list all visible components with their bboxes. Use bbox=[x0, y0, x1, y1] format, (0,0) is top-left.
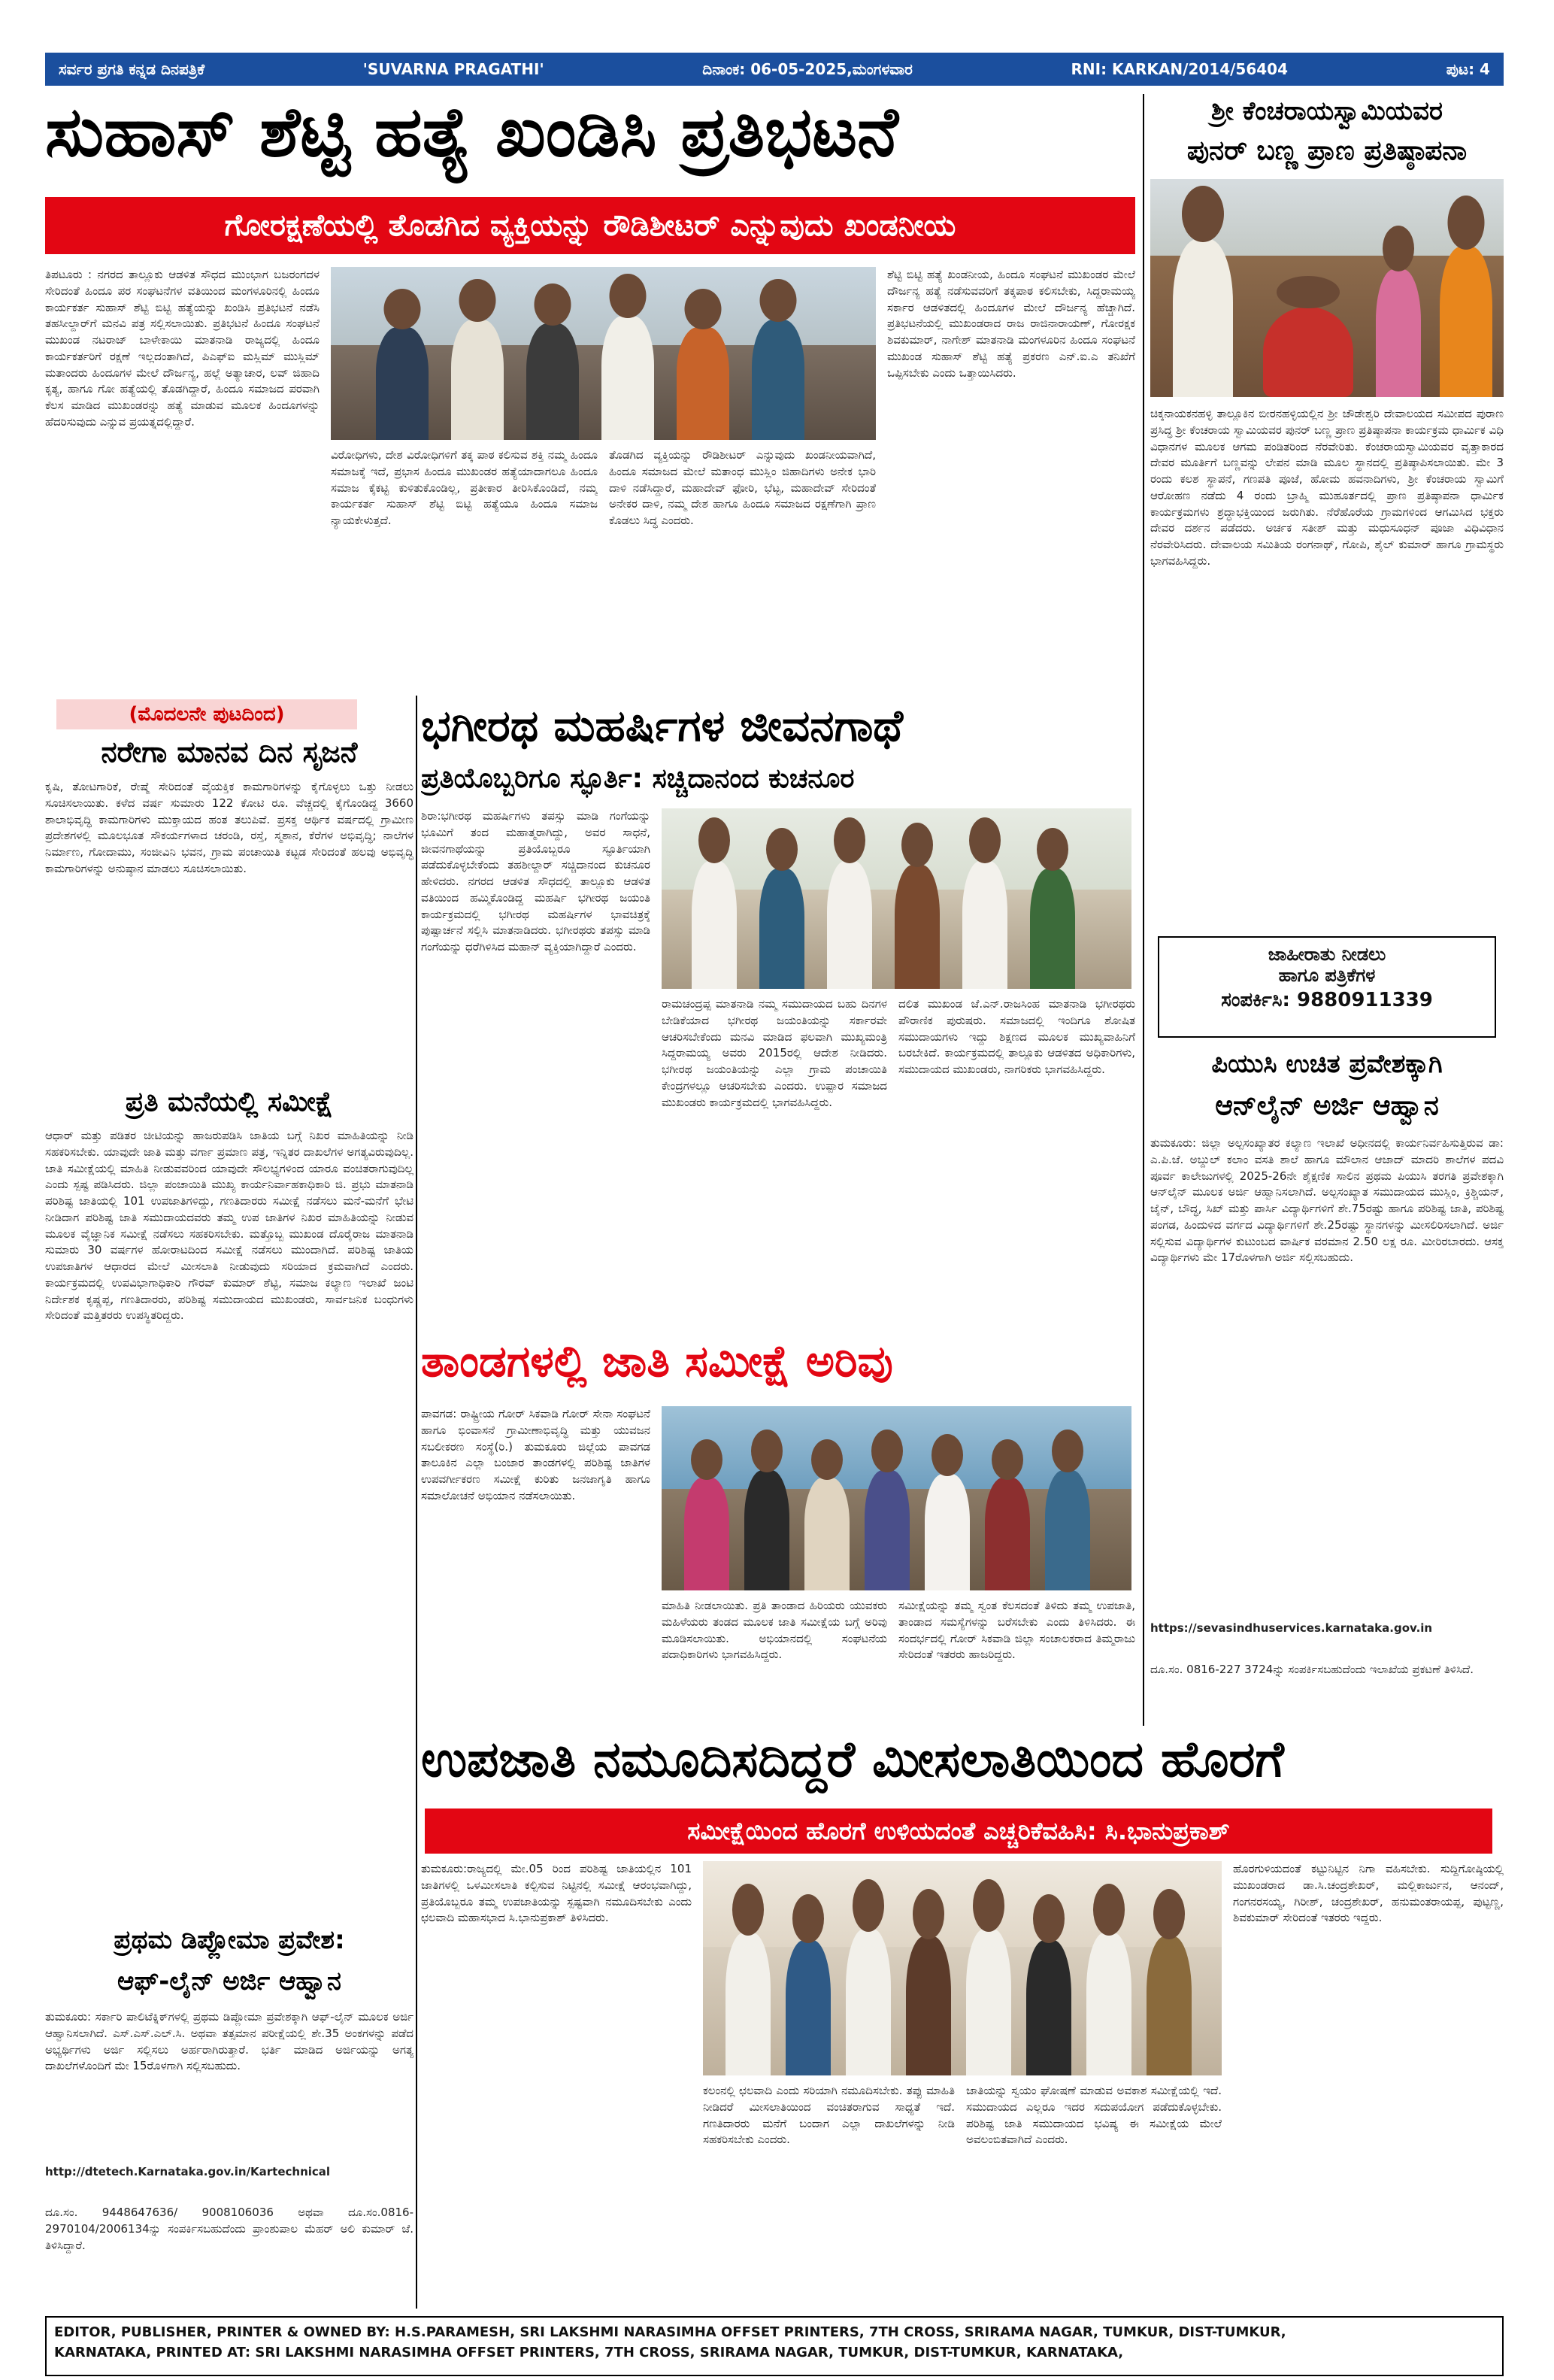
story1-column-3: ತೊಡಗಿದ ವ್ಯಕ್ತಿಯನ್ನು ರೌಡಿಶೀಟರ್ ಎನ್ನುವುದು ಖಂಡನೀಯವಾಗಿದೆ, ಹಿಂದೂ ಸಮಾಜದ ಮೇಲೆ ಮತಾಂಧ ಮುಸ್ಲಿಂ ಜಿಹಾದಿಗಳು ಅನೇಕ ಭಾರಿ ದಾಳಿ ನಡೆಸಿದ್ದಾರೆ, ಮಹಾದೇವ್ ಫೋರಿ, ಭೆಟ್ಟ, ಮಹಾದೇವ್ ಸೇರಿದಂತೆ ಅನೇಕರ ದಾಳಿ, ನಮ್ಮ ದೇಶ ಹಾಗೂ ಹಿಂದೂ ಸಮಾಜದ ರಕ್ಷಣೆಗಾಗಿ ಪ್ರಾಣ ಕೊಡಲು ಸಿದ್ಧ ಎಂದರು. bbox=[609, 448, 876, 527]
ad-line-2: ಹಾಗೂ ಪತ್ರಿಕೆಗಳ bbox=[1278, 965, 1376, 986]
story3-headline-top: ಪಿಯುಸಿ ಉಚಿತ ಪ್ರವೇಶಕ್ಕಾಗಿ bbox=[1211, 1049, 1443, 1079]
story7-column-2: ರಾಮಚಂದ್ರಪ್ಪ ಮಾತನಾಡಿ ನಮ್ಮ ಸಮುದಾಯದ ಬಹು ದಿನಗಳ ಬೇಡಿಕೆಯಾದ ಭಗೀರಥ ಜಯಂತಿಯನ್ನು ಸರ್ಕಾರವೇ ಆಚರಿಸಬೇಕೆಂದು ಮನವಿ ಮಾಡಿದ ಫಲವಾಗಿ ಮುಖ್ಯಮಂತ್ರಿ ಸಿದ್ದರಾಮಯ್ಯ ಅವರು 2015ರಲ್ಲಿ ಆದೇಶ ನೀಡಿದರು. ಭಗೀರಥ ಜಯಂತಿಯನ್ನು ಎಲ್ಲಾ ಗ್ರಾಮ ಪಂಚಾಯಿತಿ ಕೇಂದ್ರಗಳಲ್ಲೂ ಆಚರಿಸಬೇಕು ಎಂದರು. ಉಪ್ಪಾರ ಸಮಾಜದ ಮುಖಂಡರು ಕಾರ್ಯಕ್ರಮದಲ್ಲಿ ಭಾಗವಹಿಸಿದ್ದರು. bbox=[662, 997, 887, 1109]
story6-headline-bottom: ಆಫ್-ಲೈನ್ ಅರ್ಜಿ ಆಹ್ವಾನ bbox=[117, 1966, 341, 1996]
story6-headline-top: ಪ್ರಥಮ ಡಿಪ್ಲೋಮಾ ಪ್ರವೇಶ: bbox=[114, 1925, 345, 1955]
story9-headline: ಉಪಜಾತಿ ನಮೂದಿಸದಿದ್ದರೆ ಮೀಸಲಾತಿಯಿಂದ ಹೊರಗೆ bbox=[421, 1733, 1284, 1788]
story8-column-3: ಸಮೀಕ್ಷೆಯನ್ನು ತಮ್ಮ ಸ್ವಂತ ಕೆಲಸದಂತೆ ತಿಳಿದು ತಮ್ಮ ಉಪಜಾತಿ, ತಾಂಡಾದ ಸಮಸ್ಯೆಗಳನ್ನು ಬರೆಸಬೇಕು ಎಂದು ತಿಳಿಸಿದರು. ಈ ಸಂದರ್ಭದಲ್ಲಿ ಗೋರ್ ಸಿಕವಾಡಿ ಜಿಲ್ಲಾ ಸಂಚಾಲಕರಾದ ತಿಮ್ಮರಾಜು ಸೇರಿದಂತೆ ಇತರರು ಹಾಜರಿದ್ದರು. bbox=[898, 1599, 1135, 1662]
story3-headline-bottom: ಆನ್‌ಲೈನ್ ಅರ್ಜಿ ಆಹ್ವಾನ bbox=[1215, 1090, 1439, 1121]
story7-headline: ಭಗೀರಥ ಮಹರ್ಷಿಗಳ ಜೀವನಗಾಥೆ bbox=[421, 703, 904, 751]
story6-body: ತುಮಕೂರು: ಸರ್ಕಾರಿ ಪಾಲಿಟೆಕ್ನಿಕ್‌ಗಳಲ್ಲಿ ಪ್ರಥಮ ಡಿಪ್ಲೋಮಾ ಪ್ರವೇಶಕ್ಕಾಗಿ ಆಫ್-ಲೈನ್ ಮೂಲಕ ಅರ್ಜಿ ಆಹ್ವಾನಿಸಲಾಗಿದೆ. ಎಸ್.ಎಸ್.ಎಲ್.ಸಿ. ಅಥವಾ ತತ್ಸಮಾನ ಪರೀಕ್ಷೆಯಲ್ಲಿ ಶೇ.35 ಅಂಕಗಳನ್ನು ಪಡೆದ ಅಭ್ಯರ್ಥಿಗಳು ಅರ್ಜಿ ಸಲ್ಲಿಸಲು ಅರ್ಹರಾಗಿರುತ್ತಾರೆ. ಭರ್ತಿ ಮಾಡಿದ ಅರ್ಜಿಯನ್ನು ಅಗತ್ಯ ದಾಖಲೆಗಳೊಂದಿಗೆ ಮೇ 15ರೊಳಗಾಗಿ ಸಲ್ಲಿಸಬಹುದು. bbox=[45, 2010, 413, 2073]
story9-column-3: ಜಾತಿಯನ್ನು ಸ್ವಯಂ ಘೋಷಣೆ ಮಾಡುವ ಅವಕಾಶ ಸಮೀಕ್ಷೆಯಲ್ಲಿ ಇದೆ. ಸಮುದಾಯದ ಎಲ್ಲರೂ ಇದರ ಸದುಪಯೋಗ ಪಡೆದುಕೊಳ್ಳಬೇಕು. ಪರಿಶಿಷ್ಟ ಜಾತಿ ಸಮುದಾಯದ ಭವಿಷ್ಯ ಈ ಸಮೀಕ್ಷೆಯ ಮೇಲೆ ಅವಲಂಬಿತವಾಗಿದೆ ಎಂದರು. bbox=[966, 2084, 1222, 2147]
story1-column-1: ತಿಪಟೂರು : ನಗರದ ತಾಲ್ಲೂಕು ಆಡಳಿತ ಸೌಧದ ಮುಂಭಾಗ ಬಜರಂಗದಳ ಸೇರಿದಂತೆ ಹಿಂದೂ ಪರ ಸಂಘಟನೆಗಳ ವತಿಯಿಂದ ಮಂಗಳೂರಿನಲ್ಲಿ ಹಿಂದೂ ಕಾರ್ಯಕರ್ತ ಸುಹಾಸ್ ಶೆಟ್ಟಿ ಬಿಟ್ಟಿ ಹತ್ಯೆಯನ್ನು ಖಂಡಿಸಿ ಪ್ರತಿಭಟನೆ ನಡೆಸಿ ತಹಸೀಲ್ದಾರ್‌ಗೆ ಮನವಿ ಪತ್ರ ಸಲ್ಲಿಸಲಾಯಿತು. ಪ್ರತಿಭಟನೆ ಹಿಂದೂ ಸಂಘಟನೆ ಮುಖಂಡ ನಟರಾಜ್ ಬಾಳೇಕಾಯಿ ಮಾತನಾಡಿ ರಾಜ್ಯದಲ್ಲಿ ಹಿಂದೂ ಕಾರ್ಯಕರ್ತರಿಗೆ ರಕ್ಷಣೆ ಇಲ್ಲದಂತಾಗಿದೆ, ಪಿಎಫ್ಐ ಮಸ್ಲಿಮ್ ಮುಸ್ಲಿಮ್ ಮತಾಂದರು ಹಿಂದೂಗಳ ಮೇಲೆ ದೌರ್ಜನ್ಯ, ಹಲ್ಲೆ ಅತ್ಯಾಚಾರ, ಲವ್ ಜಿಹಾದಿ ಕೃತ್ಯ, ಹಾಗೂ ಗೋ ಹತ್ಯೆಯಲ್ಲಿ ತೊಡಗಿದ್ದಾರೆ, ಹಿಂದೂ ಸಮಾಜದ ಪರವಾಗಿ ಕೆಲಸ ಮಾಡಿದ ಮುಖಂಡರನ್ನು ಹತ್ಯೆ ಮಾಡುವ ಮೂಲಕ ಹಿಂದೂಗಳನ್ನು ಹೆದರಿಸುವುದು ಎನ್ನುವ ಪ್ರಯತ್ನದಲ್ಲಿದ್ದಾರೆ. bbox=[45, 268, 320, 429]
story6-contact: ದೂ.ಸಂ. 9448647636/ 9008106036 ಅಥವಾ ದೂ.ಸಂ.0816-2970104/2006134ನ್ನು ಸಂಪರ್ಕಿಸಬಹುದೆಂದು ಪ್ರಾಂಶುಪಾಲ ಮೆಹರ್ ಅಲಿ ಕುಮಾರ್ ಜೆ. ತಿಳಿಸಿದ್ದಾರೆ. bbox=[45, 2206, 413, 2252]
story4-headline: ನರೇಗಾ ಮಾನವ ದಿನ ಸೃಜನೆ bbox=[101, 735, 358, 769]
column-divider bbox=[416, 696, 417, 2309]
story4-body: ಕೃಷಿ, ತೋಟಗಾರಿಕೆ, ರೇಷ್ಮೆ ಸೇರಿದಂತೆ ವೈಯಕ್ತಿಕ ಕಾಮಗಾರಿಗಳನ್ನು ಕೈಗೊಳ್ಳಲು ಒತ್ತು ನೀಡಲು ಸೂಚಿಸಲಾಯಿತು. ಕಳೆದ ವರ್ಷ ಸುಮಾರು 122 ಕೋಟಿ ರೂ. ವೆಚ್ಚದಲ್ಲಿ ಕೈಗೊಂಡಿದ್ದ 3660 ಶಾಲಾಭಿವೃದ್ಧಿ ಕಾಮಗಾರಿಗಳು ಮುಕ್ತಾಯದ ಹಂತ ತಲುಪಿವೆ. ಪ್ರಸಕ್ತ ಆರ್ಥಿಕ ವರ್ಷದಲ್ಲಿ ಗ್ರಾಮೀಣ ಪ್ರದೇಶಗಳಲ್ಲಿ ಮೂಲಭೂತ ಸೌಕರ್ಯಗಳಾದ ಚರಂಡಿ, ರಸ್ತೆ, ಸ್ಮಶಾನ, ಕೆರೆಗಳ ಅಭಿವೃದ್ಧಿ; ನಾಲೆಗಳ ನಿರ್ಮಾಣ, ಗೋದಾಮು, ಸಂಜೀವಿನಿ ಭವನ, ಗ್ರಾಮ ಪಂಚಾಯಿತಿ ಕಟ್ಟಡ ಸೇರಿದಂತೆ ಹಲವು ಅಭಿವೃದ್ಧಿ ಕಾಮಗಾರಿಗಳನ್ನು ಅನುಷ್ಠಾನ ಮಾಡಲು ಸೂಚಿಸಲಾಯಿತು. bbox=[45, 780, 413, 875]
story9-subhead: ಸಮೀಕ್ಷೆಯಿಂದ ಹೊರಗೆ ಉಳಿಯದಂತೆ ಎಚ್ಚರಿಕೆವಹಿಸಿ: ಸಿ.ಭಾನುಪ್ರಕಾಶ್ bbox=[425, 1808, 1492, 1854]
masthead-rni: RNI: KARKAN/2014/56404 bbox=[1071, 60, 1289, 78]
story3-body: ತುಮಕೂರು: ಜಿಲ್ಲಾ ಅಲ್ಪಸಂಖ್ಯಾತರ ಕಲ್ಯಾಣ ಇಲಾಖೆ ಅಧೀನದಲ್ಲಿ ಕಾರ್ಯನಿರ್ವಹಿಸುತ್ತಿರುವ ಡಾ: ಎ.ಪಿ.ಜೆ. ಅಬ್ದುಲ್ ಕಲಾಂ ವಸತಿ ಶಾಲೆ ಹಾಗೂ ಮೌಲಾನ ಆಜಾದ್ ಮಾದರಿ ಶಾಲೆಗಳ ಪದವಿ ಪೂರ್ವ ಕಾಲೇಜುಗಳಲ್ಲಿ 2025-26ನೇ ಶೈಕ್ಷಣಿಕ ಸಾಲಿನ ಪ್ರಥಮ ಪಿಯುಸಿ ತರಗತಿ ಪ್ರವೇಶಕ್ಕಾಗಿ ಆನ್‌ಲೈನ್ ಮೂಲಕ ಅರ್ಜಿ ಆಹ್ವಾನಿಸಲಾಗಿದೆ. ಅಲ್ಪಸಂಖ್ಯಾತ ಸಮುದಾಯದ ಮುಸ್ಲಿಂ, ಕ್ರಿಶ್ಚಿಯನ್, ಜೈನ್, ಬೌದ್ಧ, ಸಿಖ್ ಮತ್ತು ಪಾರ್ಸಿ ವಿದ್ಯಾರ್ಥಿಗಳಿಗೆ ಶೇ.75ರಷ್ಟು ಹಾಗೂ ಪರಿಶಿಷ್ಟ ಜಾತಿ, ಪರಿಶಿಷ್ಟ ಪಂಗಡ, ಹಿಂದುಳಿದ ವರ್ಗದ ವಿದ್ಯಾರ್ಥಿಗಳಿಗೆ ಶೇ.25ರಷ್ಟು ಸ್ಥಾನಗಳನ್ನು ಮೀಸಲಿರಿಸಲಾಗಿದೆ. ಅರ್ಜಿ ಸಲ್ಲಿಸುವ ವಿದ್ಯಾರ್ಥಿಗಳ ಕುಟುಂಬದ ವಾರ್ಷಿಕ ವರಮಾನ 2.50 ಲಕ್ಷ ರೂ. ಮೀರಿರಬಾರದು. ಆಸಕ್ತ ವಿದ್ಯಾರ್ಥಿಗಳು ಮೇ 17ರೊಳಗಾಗಿ ಅರ್ಜಿ ಸಲ್ಲಿಸಬಹುದು. bbox=[1150, 1136, 1504, 1265]
story9-column-1: ತುಮಕೂರು:ರಾಜ್ಯದಲ್ಲಿ ಮೇ.05 ರಿಂದ ಪರಿಶಿಷ್ಟ ಜಾತಿಯಲ್ಲಿನ 101 ಜಾತಿಗಳಲ್ಲಿ ಒಳಮೀಸಲಾತಿ ಕಲ್ಪಿಸುವ ನಿಟ್ಟಿನಲ್ಲಿ ಸಮೀಕ್ಷೆ ಆರಂಭವಾಗಿದ್ದು, ಪ್ರತಿಯೊಬ್ಬರೂ ತಮ್ಮ ಉಪಜಾತಿಯನ್ನು ಸ್ಪಷ್ಟವಾಗಿ ನಮೂದಿಸಬೇಕು ಎಂದು ಛಲವಾದಿ ಮಹಾಸಭಾದ ಸಿ.ಭಾನುಪ್ರಕಾಶ್ ತಿಳಿಸಿದರು. bbox=[421, 1862, 692, 1925]
story9-photo-press-meet bbox=[703, 1861, 1222, 2075]
masthead-paper-name: 'SUVARNA PRAGATHI' bbox=[362, 60, 544, 78]
ad-contact: ಸಂಪರ್ಕಿಸಿ: 9880911339 bbox=[1221, 989, 1433, 1011]
story9-column-4: ಹೊರಗುಳಿಯದಂತೆ ಕಟ್ಟುನಿಟ್ಟಿನ ನಿಗಾ ವಹಿಸಬೇಕು. ಸುದ್ದಿಗೋಷ್ಠಿಯಲ್ಲಿ ಮುಖಂಡರಾದ ಡಾ.ಸಿ.ಚಂದ್ರಶೇಖರ್, ಮಲ್ಲಿಕಾರ್ಜುನ, ಆನಂದ್, ಗಂಗನರಸಯ್ಯ, ಗಿರೀಶ್, ಚಂದ್ರಶೇಖರ್, ಹನುಮಂತರಾಯಪ್ಪ, ಪುಟ್ಟಣ್ಣ, ಶಿವಕುಮಾರ್ ಸೇರಿದಂತೆ ಇತರರು ಇದ್ದರು. bbox=[1233, 1862, 1504, 1925]
masthead-page-number: ಪುಟ: 4 bbox=[1446, 60, 1490, 78]
story7-column-3: ದಲಿತ ಮುಖಂಡ ಜೆ.ಎನ್.ರಾಜಸಿಂಹ ಮಾತನಾಡಿ ಭಗೀರಥರು ಪೌರಾಣಿಕ ಪುರುಷರು. ಸಮಾಜದಲ್ಲಿ ಇಂದಿಗೂ ಶೋಷಿತ ಸಮುದಾಯಗಳು ಇದ್ದು ಶಿಕ್ಷಣದ ಮೂಲಕ ಮುಖ್ಯವಾಹಿನಿಗೆ ಬರಬೇಕಿದೆ. ಕಾರ್ಯಕ್ರಮದಲ್ಲಿ ತಾಲ್ಲೂಕು ಆಡಳಿತದ ಅಧಿಕಾರಿಗಳು, ಸಮುದಾಯದ ಮುಖಂಡರು, ನಾಗರಿಕರು ಭಾಗವಹಿಸಿದ್ದರು. bbox=[898, 997, 1135, 1076]
story8-column-2: ಮಾಹಿತಿ ನೀಡಲಾಯಿತು. ಪ್ರತಿ ತಾಂಡಾದ ಹಿರಿಯರು ಯುವಕರು ಮಹಿಳೆಯರು ತಂಡದ ಮೂಲಕ ಜಾತಿ ಸಮೀಕ್ಷೆಯ ಬಗ್ಗೆ ಅರಿವು ಮೂಡಿಸಲಾಯಿತು. ಅಭಿಯಾನದಲ್ಲಿ ಸಂಘಟನೆಯ ಪದಾಧಿಕಾರಿಗಳು ಭಾಗವಹಿಸಿದ್ದರು. bbox=[662, 1599, 887, 1662]
story2-photo-temple bbox=[1150, 179, 1504, 397]
story3-contact: ದೂ.ಸಂ. 0816-227 3724ನ್ನು ಸಂಪರ್ಕಿಸಬಹುದೆಂದು ಇಲಾಖೆಯ ಪ್ರಕಟಣೆ ತಿಳಿಸಿದೆ. bbox=[1150, 1663, 1474, 1676]
story2-headline-top: ಶ್ರೀ ಕೆಂಚರಾಯಸ್ವಾಮಿಯವರ bbox=[1211, 96, 1443, 126]
story4-continued-tag: (ಮೊದಲನೇ ಪುಟದಿಂದ) bbox=[56, 699, 357, 729]
story1-headline: ಸುಹಾಸ್ ಶೆಟ್ಟಿ ಹತ್ಯೆ ಖಂಡಿಸಿ ಪ್ರತಿಭಟನೆ bbox=[45, 96, 898, 172]
story8-column-1: ಪಾವಗಡ: ರಾಷ್ಟ್ರೀಯ ಗೋರ್ ಸಿಕವಾಡಿ ಗೋರ್ ಸೇನಾ ಸಂಘಟನೆ ಹಾಗೂ ಭಿಂವಾಸನೆ ಗ್ರಾಮೀಣಾಭಿವೃದ್ಧಿ ಮತ್ತು ಯುವಜನ ಸಬಲೀಕರಣ ಸಂಸ್ಥೆ(ರಿ.) ತುಮಕೂರು ಜಿಲ್ಲೆಯ ಪಾವಗಡ ತಾಲೂಕಿನ ಎಲ್ಲಾ ಬಂಜಾರ ತಾಂಡಗಳಲ್ಲಿ ಪರಿಶಿಷ್ಟ ಜಾತಿಗಳ ಉಪವರ್ಗೀಕರಣ ಸಮೀಕ್ಷೆ ಕುರಿತು ಜನಜಾಗೃತಿ ಹಾಗೂ ಸಮಾಲೋಚನೆ ಅಭಿಯಾನ ನಡೆಸಲಾಯಿತು. bbox=[421, 1407, 650, 1502]
imprint-line-2: KARNATAKA, PRINTED AT: SRI LAKSHMI NARASIMHA OFFSET PRINTERS, 7TH CROSS, SRIRAMA NAGAR, TUMKUR, DIST-TUMKUR, KARNATAKA, bbox=[54, 2345, 1124, 2360]
story9-column-2: ಕಲಂನಲ್ಲಿ ಛಲವಾದಿ ಎಂದು ಸರಿಯಾಗಿ ನಮೂದಿಸಬೇಕು. ತಪ್ಪು ಮಾಹಿತಿ ನೀಡಿದರೆ ಮೀಸಲಾತಿಯಿಂದ ವಂಚಿತರಾಗುವ ಸಾಧ್ಯತೆ ಇದೆ. ಗಣತಿದಾರರು ಮನೆಗೆ ಬಂದಾಗ ಎಲ್ಲಾ ದಾಖಲೆಗಳನ್ನು ನೀಡಿ ಸಹಕರಿಸಬೇಕು ಎಂದರು. bbox=[703, 2084, 955, 2147]
story5-headline: ಪ್ರತಿ ಮನೆಯಲ್ಲಿ ಸಮೀಕ್ಷೆ bbox=[125, 1087, 334, 1117]
masthead-tagline: ಸರ್ವರ ಪ್ರಗತಿ ಕನ್ನಡ ದಿನಪತ್ರಿಕೆ bbox=[59, 60, 205, 78]
story1-subhead: ಗೋರಕ್ಷಣೆಯಲ್ಲಿ ತೊಡಗಿದ ವ್ಯಕ್ತಿಯನ್ನು ರೌಡಿಶೀಟರ್ ಎನ್ನುವುದು ಖಂಡನೀಯ bbox=[45, 197, 1135, 254]
column-divider bbox=[1143, 94, 1144, 1726]
advertisement-box bbox=[1158, 936, 1496, 1038]
story7-subhead: ಪ್ರತಿಯೊಬ್ಬರಿಗೂ ಸ್ಫೂರ್ತಿ: ಸಚ್ಚಿದಾನಂದ ಕುಚನೂರ bbox=[421, 763, 855, 794]
imprint-footer bbox=[45, 2316, 1504, 2376]
story7-photo-ceremony bbox=[662, 808, 1131, 989]
story8-headline: ತಾಂಡಗಳಲ್ಲಿ ಜಾತಿ ಸಮೀಕ್ಷೆ ಅರಿವು bbox=[421, 1339, 893, 1387]
story5-body: ಆಧಾರ್ ಮತ್ತು ಪಡಿತರ ಚೀಟಿಯನ್ನು ಹಾಜರುಪಡಿಸಿ ಜಾತಿಯ ಬಗ್ಗೆ ನಿಖರ ಮಾಹಿತಿಯನ್ನು ನೀಡಿ ಸಹಕರಿಸಬೇಕು. ಯಾವುದೇ ಜಾತಿ ಮತ್ತು ವರ್ಗಾ ಪ್ರಮಾಣ ಪತ್ರ, ಇನ್ನಿತರ ದಾಖಲೆಗಳ ಅಗತ್ಯವಿರುವುದಿಲ್ಲ. ಜಾತಿ ಸಮೀಕ್ಷೆಯಲ್ಲಿ ಮಾಹಿತಿ ನೀಡುವವರಿಂದ ಯಾವುದೇ ಸೌಲಭ್ಯಗಳಿಂದ ಯಾರೂ ವಂಚಿತರಾಗುವುದಿಲ್ಲ ಎಂದು ಸ್ಪಷ್ಟ ಪಡಿಸಿದರು. ಜಿಲ್ಲಾ ಪಂಚಾಯಿತಿ ಮುಖ್ಯ ಕಾರ್ಯನಿರ್ವಾಹಕಾಧಿಕಾರಿ ಜಿ. ಪ್ರಭು ಮಾತನಾಡಿ ಪರಿಶಿಷ್ಟ ಜಾತಿಯಲ್ಲಿ 101 ಉಪಜಾತಿಗಳಿದ್ದು, ಗಣತಿದಾರರು ಸಮೀಕ್ಷೆ ನಡೆಸಲು ಮನೆ-ಮನೆಗೆ ಭೇಟಿ ನೀಡಿದಾಗ ಪರಿಶಿಷ್ಟ ಜಾತಿ ಸಮುದಾಯದವರು ತಮ್ಮ ಉಪ ಜಾತಿಗಳ ನಿಖರ ಮಾಹಿತಿಯನ್ನು ನೀಡುವ ಮೂಲಕ ವೈಜ್ಞಾನಿಕ ಸಮೀಕ್ಷೆ ನಡೆಸಲು ಸಹಕರಿಸಬೇಕು. ಮತ್ತೊಬ್ಬ ಮುಖಂಡ ದೊರೈರಾಜ ಮಾತನಾಡಿ ಸುಮಾರು 30 ವರ್ಷಗಳ ಹೋರಾಟದಿಂದ ಸಮೀಕ್ಷೆ ನಡೆಸಲು ಮುಂದಾಗಿದೆ. ಪರಿಶಿಷ್ಟ ಜಾತಿಯ ಉಪಜಾತಿಗಳ ಆಧಾರದ ಮೇಲೆ ಮೀಸಲಾತಿ ನೀಡುವುದು ಸರಿಯಾದ ಕ್ರಮವಾಗಿದೆ ಎಂದರು. ಕಾರ್ಯಕ್ರಮದಲ್ಲಿ ಉಪವಿಭಾಗಾಧಿಕಾರಿ ಗೌರವ್ ಕುಮಾರ್ ಶೆಟ್ಟಿ, ಸಮಾಜ ಕಲ್ಯಾಣ ಇಲಾಖೆ ಜಂಟಿ ನಿರ್ದೇಶಕ ಕೃಷ್ಣಪ್ಪ, ಗಣತಿದಾರರು, ಪರಿಶಿಷ್ಟ ಸಮುದಾಯದ ಮುಖಂಡರು, ಸಾರ್ವಜನಿಕ ಬಂಧುಗಳು ಸೇರಿದಂತೆ ಮತ್ತಿತರರು ಉಪಸ್ಥಿತರಿದ್ದರು. bbox=[45, 1129, 413, 1323]
story1-column-4: ಶೆಟ್ಟಿ ಬಿಟ್ಟಿ ಹತ್ಯೆ ಖಂಡನೀಯ, ಹಿಂದೂ ಸಂಘಟನೆ ಮುಖಂಡರ ಮೇಲೆ ದೌರ್ಜನ್ಯ ಹತ್ಯೆ ನಡೆಸುವವರಿಗೆ ತಕ್ಕಪಾಠ ಕಲಿಸಬೇಕು, ಸಿದ್ದರಾಮಯ್ಯ ಸರ್ಕಾರ ಆಡಳಿತದಲ್ಲಿ ಹಿಂದೂಗಳ ಮೇಲೆ ದೌರ್ಜನ್ಯ ಹೆಚ್ಚಾಗಿದೆ. ಪ್ರತಿಭಟನೆಯಲ್ಲಿ ಮುಖಂಡರಾದ ರಾಜ ರಾಜಿನಾರಾಯಣ್, ಗೋರಕ್ಷಕ ಶಿವಕುಮಾರ್, ನಾಗೇಶ್ ಮಾತನಾಡಿ ಮಂಗಳೂರಿನ ಹಿಂದೂ ಸಂಘಟನೆ ಮುಖಂಡ ಸುಹಾಸ್ ಶೆಟ್ಟಿ ಹತ್ಯೆ ಪ್ರಕರಣ ಎನ್.ಐ.ಎ ತನಿಖೆಗೆ ಒಪ್ಪಿಸಬೇಕು ಎಂದು ಒತ್ತಾಯಿಸಿದರು. bbox=[887, 268, 1135, 380]
masthead-bar bbox=[45, 53, 1504, 86]
ad-line-1: ಜಾಹೀರಾತು ನೀಡಲು bbox=[1268, 944, 1386, 965]
story7-column-1: ಶಿರಾ:ಭಗೀರಥ ಮಹರ್ಷಿಗಳು ತಪಸ್ಸು ಮಾಡಿ ಗಂಗೆಯನ್ನು ಭೂಮಿಗೆ ತಂದ ಮಹಾತ್ಮರಾಗಿದ್ದು, ಅವರ ಸಾಧನೆ, ಜೀವನಗಾಥೆಯನ್ನು ಪ್ರತಿಯೊಬ್ಬರೂ ಸ್ಫೂರ್ತಿಯಾಗಿ ಪಡೆದುಕೊಳ್ಳಬೇಕೆಂದು ತಹಶೀಲ್ದಾರ್ ಸಚ್ಚಿದಾನಂದ ಕುಚನೂರ ಹೇಳಿದರು. ನಗರದ ಆಡಳಿತ ಸೌಧದಲ್ಲಿ ತಾಲ್ಲೂಕು ಆಡಳಿತ ವತಿಯಿಂದ ಹಮ್ಮಿಕೊಂಡಿದ್ದ ಮಹರ್ಷಿ ಭಗೀರಥ ಜಯಂತಿ ಕಾರ್ಯಕ್ರಮದಲ್ಲಿ ಭಗೀರಥ ಮಹರ್ಷಿಗಳ ಭಾವಚಿತ್ರಕ್ಕೆ ಪುಷ್ಪಾರ್ಚನೆ ಸಲ್ಲಿಸಿ ಮಾತನಾಡಿದರು. ಭಗೀರಥರು ತಪಸ್ಸು ಮಾಡಿ ಗಂಗೆಯನ್ನು ಧರೆಗಿಳಿಸಿದ ಮಹಾನ್ ವ್ಯಕ್ತಿಯಾಗಿದ್ದಾರೆ ಎಂದರು. bbox=[421, 809, 650, 954]
story2-headline-bottom: ಪುನರ್ ಬಣ್ಣ ಪ್ರಾಣ ಪ್ರತಿಷ್ಠಾಪನಾ bbox=[1186, 135, 1468, 166]
story6-link[interactable]: http://dtetech.Karnataka.gov.in/Kartechnical bbox=[45, 2165, 331, 2178]
imprint-line-1: EDITOR, PUBLISHER, PRINTER & OWNED BY: H.S.PARAMESH, SRI LAKSHMI NARASIMHA OFFSET PRINTERS, 7TH CROSS, SRIRAMA NAGAR, TUMKUR, DIST-TUMKUR, bbox=[54, 2324, 1286, 2340]
story2-body: ಚಿಕ್ಕನಾಯಕನಹಳ್ಳಿ ತಾಲ್ಲೂಕಿನ ಬೀರನಹಳ್ಳಿಯಲ್ಲಿನ ಶ್ರೀ ಚೌಡೇಶ್ವರಿ ದೇವಾಲಯದ ಸಮೀಪದ ಪುರಾಣ ಪ್ರಸಿದ್ಧ ಶ್ರೀ ಕೆಂಚರಾಯ ಸ್ವಾಮಿಯವರ ಪುನರ್ ಬಣ್ಣ ಪ್ರಾಣ ಪ್ರತಿಷ್ಠಾಪನಾ ಕಾರ್ಯಕ್ರಮ ಧಾರ್ಮಿಕ ವಿಧಿ ವಿಧಾನಗಳ ಮೂಲಕ ಆಗಮ ಪಂಡಿತರಿಂದ ನೆರವೇರಿತು. ಕೆಂಚರಾಯಸ್ವಾಮಿಯವರ ವೃತ್ತಾಕಾರದ ದೇವರ ಮೂರ್ತಿಗೆ ಬಣ್ಣವನ್ನು ಲೇಪನ ಮಾಡಿ ಮೂಲ ಸ್ಥಾನದಲ್ಲಿ ಪ್ರತಿಷ್ಠಾಪಿಸಲಾಯಿತು. ಮೇ 3 ರಂದು ಕಲಶ ಸ್ಥಾಪನೆ, ಗಣಪತಿ ಪೂಜೆ, ಹೋಮ ಹವನಾದಿಗಳು, ಶ್ರೀ ಕೆಂಚರಾಯ ಸ್ವಾಮಿಗೆ ಆರೋಹಣ ನಡೆದು 4 ರಂದು ಬ್ರಾಹ್ಮಿ ಮುಹೂರ್ತದಲ್ಲಿ ಪ್ರಾಣ ಪ್ರತಿಷ್ಠಾಪನಾ ಧಾರ್ಮಿಕ ಕಾರ್ಯಕ್ರಮಗಳು ಶ್ರದ್ಧಾಭಕ್ತಿಯಿಂದ ಜರುಗಿತು. ನೆರೆಹೊರೆಯ ಗ್ರಾಮಗಳಿಂದ ಆಗಮಿಸಿದ ಭಕ್ತರು ದೇವರ ದರ್ಶನ ಪಡೆದರು. ಅರ್ಚಕ ಸತೀಶ್ ಮತ್ತು ಮಧುಸೂಧನ್ ಪೂಜಾ ವಿಧಿವಿಧಾನ ನೆರವೇರಿಸಿದರು. ದೇವಾಲಯ ಸಮಿತಿಯ ರಂಗನಾಥ್, ಗೋಪಿ, ಶೈಲ್ ಕುಮಾರ್ ಹಾಗೂ ಗ್ರಾಮಸ್ಥರು ಭಾಗವಹಿಸಿದ್ದರು. bbox=[1150, 407, 1504, 568]
story1-photo-protest bbox=[331, 267, 876, 440]
story8-photo-campaign bbox=[662, 1406, 1131, 1590]
story3-link[interactable]: https://sevasindhuservices.karnataka.gov.in bbox=[1150, 1621, 1433, 1635]
story1-column-2: ವಿರೋಧಿಗಳು, ದೇಶ ವಿರೋಧಿಗಳಿಗೆ ತಕ್ಕ ಪಾಠ ಕಲಿಸುವ ಶಕ್ತಿ ನಮ್ಮ ಹಿಂದೂ ಸಮಾಜಕ್ಕೆ ಇದೆ, ಪ್ರಭಾಸ ಹಿಂದೂ ಮುಖಂಡರ ಹತ್ಯೆಯಾದಾಗಲೂ ಹಿಂದೂ ಸಮಾಜ ಕೈಕಟ್ಟಿ ಕುಳಿತುಕೊಂಡಿಲ್ಲ, ಪ್ರತೀಕಾರ ತೀರಿಸಿಕೊಂಡಿದೆ, ನಮ್ಮ ಕಾರ್ಯಕರ್ತ ಸುಹಾಸ್ ಶೆಟ್ಟಿ ಬಿಟ್ಟಿ ಹತ್ಯೆಯೂ ಹಿಂದೂ ಸಮಾಜ ನ್ಯಾಯಕೇಳುತ್ತದೆ. bbox=[331, 448, 598, 527]
masthead-date: ದಿನಾಂಕ: 06-05-2025,ಮಂಗಳವಾರ bbox=[702, 60, 913, 78]
